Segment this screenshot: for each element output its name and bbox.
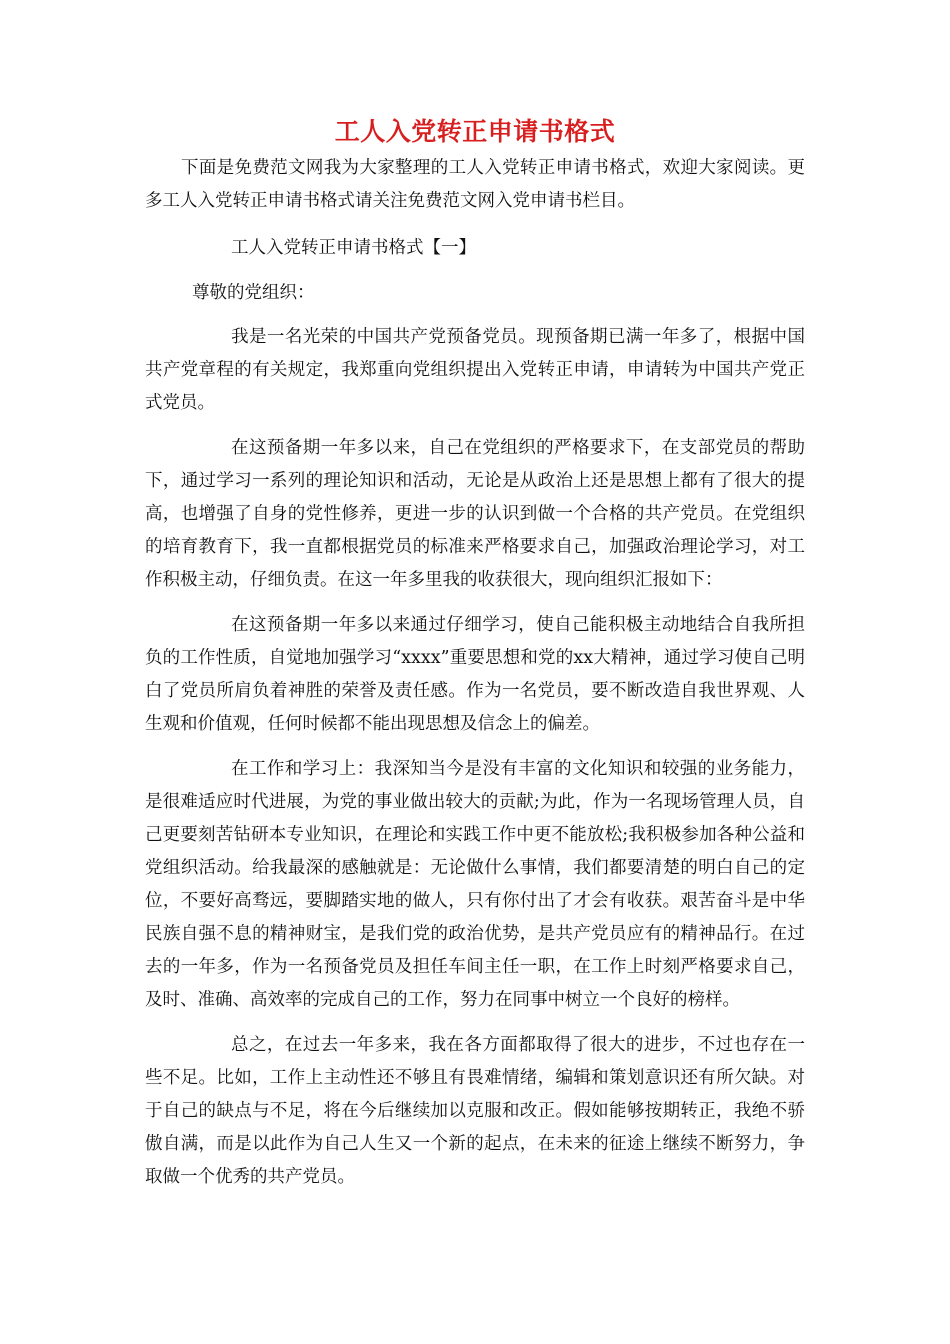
- body-paragraph-5: 总之，在过去一年多来，我在各方面都取得了很大的进步，不过也存在一些不足。比如，工作上主动性还不够且有畏难情绪，编辑和策划意识还有所欠缺。对于自己的缺点与不足，将在今后继续加以克服和改正。假如能够按期转正，我绝不骄傲自满，而是以此作为自己人生又一个新的起点，在未来的征途上继续不断努力，争取做一个优秀的共产党员。: [145, 1035, 805, 1187]
- document-page: [145, 112, 805, 1206]
- salutation: 尊敬的党组织：: [192, 283, 315, 303]
- body-paragraph-2: 在这预备期一年多以来，自己在党组织的严格要求下，在支部党员的帮助下，通过学习一系列的理论知识和活动，无论是从政治上还是思想上都有了很大的提高，也增强了自身的党性修养，更进一步的认识到做一个合格的共产党员。在党组织的培育教育下，我一直都根据党员的标准来严格要求自己，加强政治理论学习，对工作积极主动，仔细负责。在这一年多里我的收获很大，现向组织汇报如下：: [145, 438, 805, 590]
- body-paragraph-1: 我是一名光荣的中国共产党预备党员。现预备期已满一年多了，根据中国共产党章程的有关规定，我郑重向党组织提出入党转正申请，申请转为中国共产党正式党员。: [145, 327, 805, 413]
- body-paragraph-4: 在工作和学习上：我深知当今是没有丰富的文化知识和较强的业务能力，是很难适应时代进展，为党的事业做出较大的贡献;为此，作为一名现场管理人员，自己更要刻苦钻研本专业知识，在理论和实践工作中更不能放松;我积极参加各种公益和党组织活动。给我最深的感触就是：无论做什么事情，我们都要清楚的明白自己的定位，不要好高骛远，要脚踏实地的做人，只有你付出了才会有收获。艰苦奋斗是中华民族自强不息的精神财宝，是我们党的政治优势，是共产党员应有的精神品行。在过去的一年多，作为一名预备党员及担任车间主任一职，在工作上时刻严格要求自己，及时、准确、高效率的完成自己的工作，努力在同事中树立一个良好的榜样。: [145, 759, 805, 1010]
- document-title: 工人入党转正申请书格式: [334, 117, 616, 146]
- section-subheading: 工人入党转正申请书格式【一】: [231, 238, 476, 258]
- body-paragraph-3: 在这预备期一年多以来通过仔细学习，使自己能积极主动地结合自我所担负的工作性质，自觉地加强学习“xxxx”重要思想和党的xx大精神，通过学习使自己明白了党员所肩负着神胜的荣誉及责任感。作为一名党员，要不断改造自我世界观、人生观和价值观，任何时候都不能出现思想及信念上的偏差。: [145, 615, 805, 734]
- intro-paragraph: 下面是免费范文网我为大家整理的工人入党转正申请书格式，欢迎大家阅读。更多工人入党转正申请书格式请关注免费范文网入党申请书栏目。: [145, 158, 805, 211]
